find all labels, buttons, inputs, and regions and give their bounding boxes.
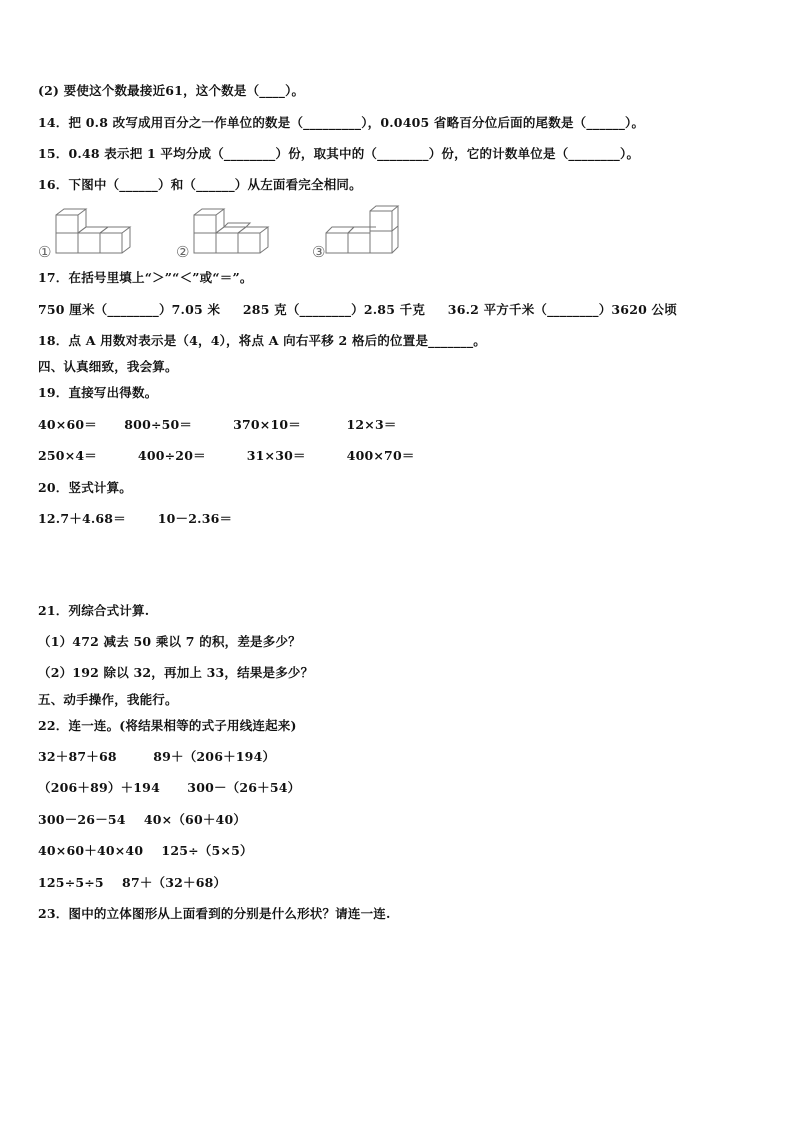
question-19: 19．直接写出得数。 xyxy=(38,385,158,400)
cube-figure-1 xyxy=(38,205,134,261)
question-19-row-1: 40×60＝ 800÷50＝ 370×10＝ 12×3＝ xyxy=(38,417,397,432)
figure-1-label: ① xyxy=(38,243,52,261)
question-17-items: 750 厘米（________）7.05 米 285 克（________）2.85 千克 36.2 平方千米（________）3620 公顷 xyxy=(38,302,677,317)
question-23: 23．图中的立体图形从上面看到的分别是什么形状？请连一连. xyxy=(38,906,391,921)
question-16: 16．下图中（______）和（______）从左面看完全相同。 xyxy=(38,177,362,192)
section-5-heading: 五、动手操作，我能行。 xyxy=(38,692,178,707)
question-21-part-1: （1）472 减去 50 乘以 7 的积，差是多少？ xyxy=(38,634,301,649)
question-21: 21．列综合式计算. xyxy=(38,603,150,618)
question-22-row-1: 32＋87＋68 89＋（206＋194） xyxy=(38,749,276,764)
question-22-row-3: 300－26－54 40×（60＋40） xyxy=(38,812,247,827)
cube-figure-2 xyxy=(176,205,272,261)
question-19-row-2: 250×4＝ 400÷20＝ 31×30＝ 400×70＝ xyxy=(38,448,415,463)
question-13-part-2: (2) 要使这个数最接近61，这个数是（____）。 xyxy=(38,83,305,98)
section-4-heading: 四、认真细致，我会算。 xyxy=(38,359,178,374)
question-22-row-2: （206＋89）＋194 300－（26＋54） xyxy=(38,780,301,795)
question-22-row-4: 40×60＋40×40 125÷（5×5） xyxy=(38,843,253,858)
figure-3-label: ③ xyxy=(312,243,326,261)
question-22: 22．连一连。(将结果相等的式子用线连起来) xyxy=(38,718,297,733)
question-20: 20．竖式计算。 xyxy=(38,480,132,495)
question-20-items: 12.7＋4.68＝ 10－2.36＝ xyxy=(38,511,233,526)
question-14: 14．把 0.8 改写成用百分之一作单位的数是（_________），0.0405 省略百分位后面的尾数是（______）。 xyxy=(38,115,645,130)
question-21-part-2: （2）192 除以 32，再加上 33，结果是多少？ xyxy=(38,665,314,680)
question-18: 18．点 A 用数对表示是（4，4），将点 A 向右平移 2 格后的位置是_______。 xyxy=(38,333,486,348)
cube-figures xyxy=(38,205,418,261)
question-22-row-5: 125÷5÷5 87＋（32＋68） xyxy=(38,875,227,890)
cube-figure-3 xyxy=(312,205,412,261)
question-15: 15．0.48 表示把 1 平均分成（________）份，取其中的（________）份，它的计数单位是（________）。 xyxy=(38,146,640,161)
question-17: 17．在括号里填上“＞”“＜”或“＝”。 xyxy=(38,270,253,285)
figure-2-label: ② xyxy=(176,243,190,261)
